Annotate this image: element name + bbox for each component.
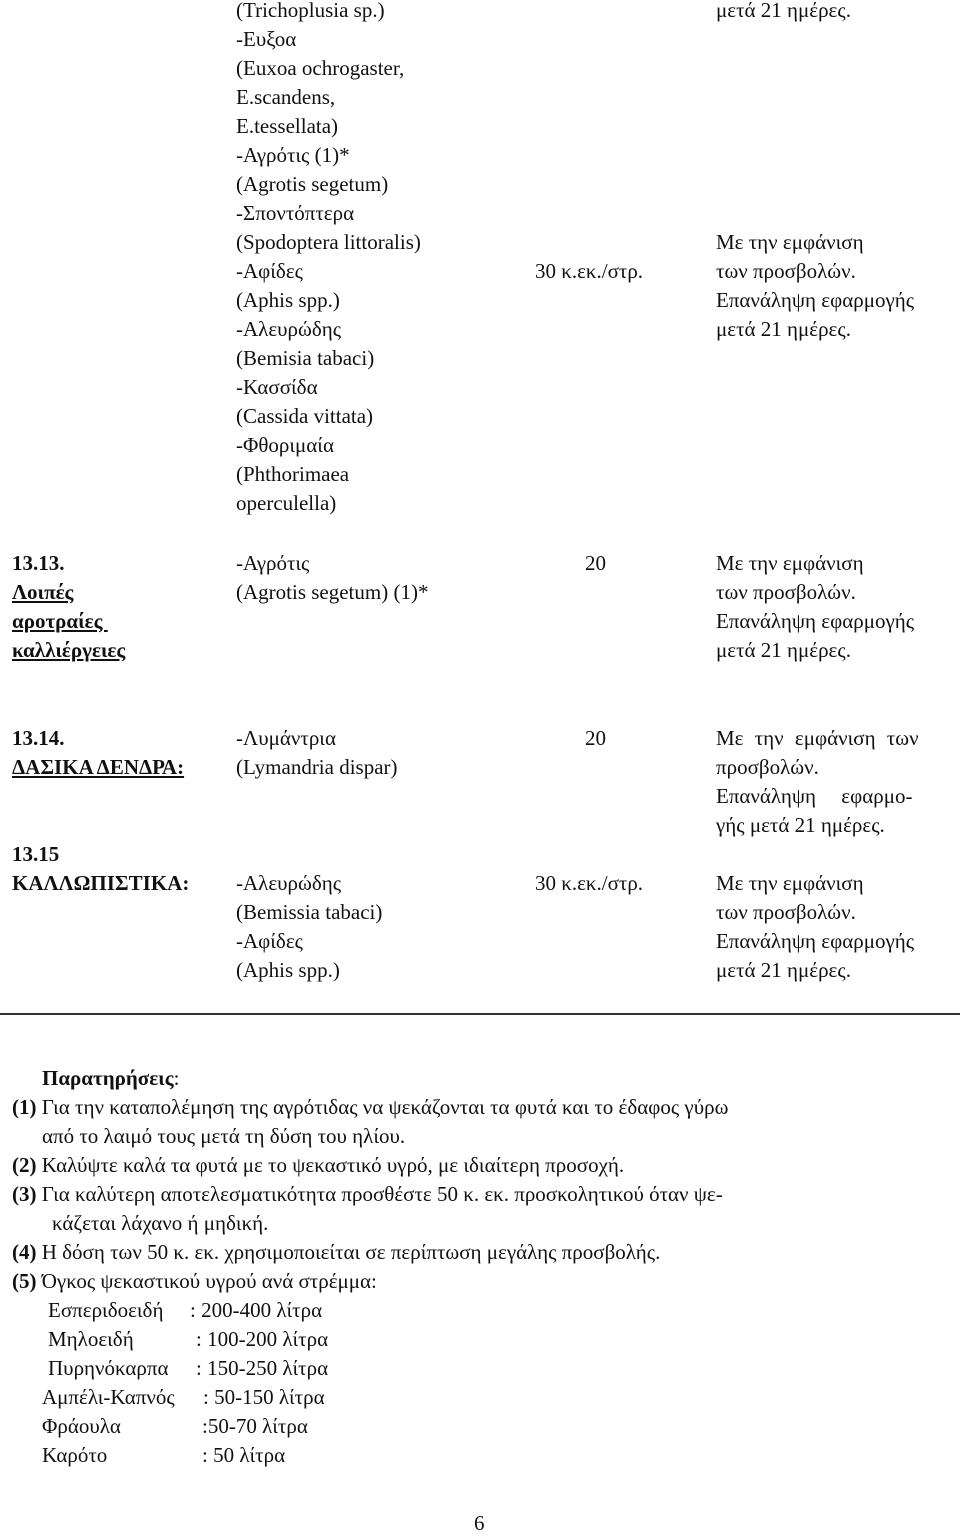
remark-text: Καλύψτε καλά τα φυτά με το ψεκαστικό υγρό, με ιδιαίτερη προσοχή. [36, 1153, 625, 1177]
note-line: Με την εμφάνιση [716, 230, 864, 254]
remark-number: (2) [12, 1153, 37, 1177]
crop-name: ΚΑΛΛΩΠΙΣΤΙΚΑ: [12, 871, 190, 895]
volume-value: : 150-250 λίτρα [196, 1356, 329, 1380]
note-line: μετά 21 ημέρες. [716, 638, 851, 662]
note-line: των προσβολών. [716, 259, 856, 283]
volume-crop: Καρότο [42, 1443, 108, 1467]
volume-crop: Εσπεριδοειδή [48, 1298, 164, 1322]
pest-line: -Αγρότις (1)* [236, 143, 350, 167]
pest-line: -Φθοριμαία [236, 433, 334, 457]
note-line: των προσβολών. [716, 900, 856, 924]
pest-line: (Euxoa ochrogaster, [236, 56, 405, 80]
crop-name: Λοιπές [12, 580, 74, 604]
note-line: μετά 21 ημέρες. [716, 958, 851, 982]
pest-line: -Αφίδες [236, 259, 303, 283]
remark-number: (3) [12, 1182, 37, 1206]
pest-line: (Agrotis segetum) [236, 172, 389, 196]
note-line: μετά 21 ημέρες. [716, 0, 851, 22]
volume-value: : 50-150 λίτρα [203, 1385, 325, 1409]
remark-text-continuation: από το λαιμό τους μετά τη δύση του ηλίου. [42, 1124, 406, 1148]
pest-line: (Phthorimaea [236, 462, 350, 486]
note-line: Με την εμφάνιση [716, 871, 864, 895]
pest-line: (Cassida vittata) [236, 404, 374, 428]
remark-number: (1) [12, 1095, 37, 1119]
remarks-heading-colon: : [173, 1066, 180, 1090]
volume-crop: Αμπέλι-Καπνός [42, 1385, 175, 1409]
volume-value: : 200-400 λίτρα [190, 1298, 323, 1322]
pest-line: -Αλευρώδης [236, 871, 342, 895]
pest-line: -Αφίδες [236, 929, 303, 953]
table-bottom-rule [0, 1013, 960, 1015]
crop-name: αροτραίες [12, 609, 108, 633]
note-line: γής μετά 21 ημέρες. [716, 813, 885, 837]
note-line: προσβολών. [716, 755, 819, 779]
pest-line: -Σποντόπτερα [236, 201, 355, 225]
note-line: των προσβολών. [716, 580, 856, 604]
pest-line: (Trichoplusia sp.) [236, 0, 385, 22]
remark-item [12, 1093, 728, 1122]
note-line: Με την εμφάνιση των [716, 726, 919, 750]
remark-item [12, 1267, 377, 1296]
note-line: Επανάληψη εφαρμογής [716, 609, 915, 633]
volume-value: : 100-200 λίτρα [196, 1327, 329, 1351]
volume-value: :50-70 λίτρα [202, 1414, 308, 1438]
volume-crop: Φράουλα [42, 1414, 121, 1438]
pest-line: (Agrotis segetum) (1)* [236, 580, 429, 604]
pest-line: -Κασσίδα [236, 375, 318, 399]
dose-value: 20 [585, 551, 606, 575]
remark-item [12, 1238, 660, 1267]
volume-crop: Μηλοειδή [48, 1327, 134, 1351]
remark-text: Όγκος ψεκαστικού υγρού ανά στρέμμα: [36, 1269, 377, 1293]
pest-line: -Λυμάντρια [236, 726, 336, 750]
remarks-heading-text: Παρατηρήσεις [42, 1066, 174, 1090]
note-line: Με την εμφάνιση [716, 551, 864, 575]
remark-text-continuation: κάζεται λάχανο ή μηδική. [52, 1211, 269, 1235]
volume-crop: Πυρηνόκαρπα [48, 1356, 169, 1380]
pest-line: (Bemisia tabaci) [236, 346, 375, 370]
pest-line: (Bemissia tabaci) [236, 900, 383, 924]
dose-value: 30 κ.εκ./στρ. [535, 259, 644, 283]
note-line: Επανάληψη εφαρμογής [716, 929, 915, 953]
pest-line: (Spodoptera littoralis) [236, 230, 421, 254]
note-line: μετά 21 ημέρες. [716, 317, 851, 341]
pest-line: -Ευξοα [236, 27, 297, 51]
dose-value: 30 κ.εκ./στρ. [535, 871, 644, 895]
remark-item [12, 1151, 624, 1180]
section-number: 13.15 [12, 842, 60, 866]
page-number: 6 [474, 1511, 485, 1535]
volume-value: : 50 λίτρα [202, 1443, 286, 1467]
pest-line: -Αλευρώδης [236, 317, 342, 341]
crop-name: καλλιέργειες [12, 638, 126, 662]
pest-line: (Aphis spp.) [236, 288, 340, 312]
crop-name: ΔΑΣΙΚΑ ΔΕΝΔΡΑ: [12, 755, 185, 779]
pest-line: -Αγρότις [236, 551, 310, 575]
remark-text: Για καλύτερη αποτελεσματικότητα προσθέστε 50 κ. εκ. προσκολητικού όταν ψε- [36, 1182, 723, 1206]
pest-line: E.tessellata) [236, 114, 339, 138]
pest-line: operculella) [236, 491, 337, 515]
remark-number: (5) [12, 1269, 37, 1293]
dose-value: 20 [585, 726, 606, 750]
remarks-heading [42, 1064, 179, 1093]
pest-line: (Aphis spp.) [236, 958, 340, 982]
section-number: 13.13. [12, 551, 65, 575]
remark-number: (4) [12, 1240, 37, 1264]
section-number: 13.14. [12, 726, 65, 750]
remark-text: Η δόση των 50 κ. εκ. χρησιμοποιείται σε περίπτωση μεγάλης προσβολής. [36, 1240, 661, 1264]
remark-text: Για την καταπολέμηση της αγρότιδας να ψεκάζονται τα φυτά και το έδαφος γύρω [36, 1095, 729, 1119]
note-line: Επανάληψη εφαρμογής [716, 288, 915, 312]
note-line: Επανάληψη εφαρμο- [716, 784, 913, 808]
pest-line: (Lymandria dispar) [236, 755, 398, 779]
pest-line: E.scandens, [236, 85, 336, 109]
remark-item [12, 1180, 723, 1209]
